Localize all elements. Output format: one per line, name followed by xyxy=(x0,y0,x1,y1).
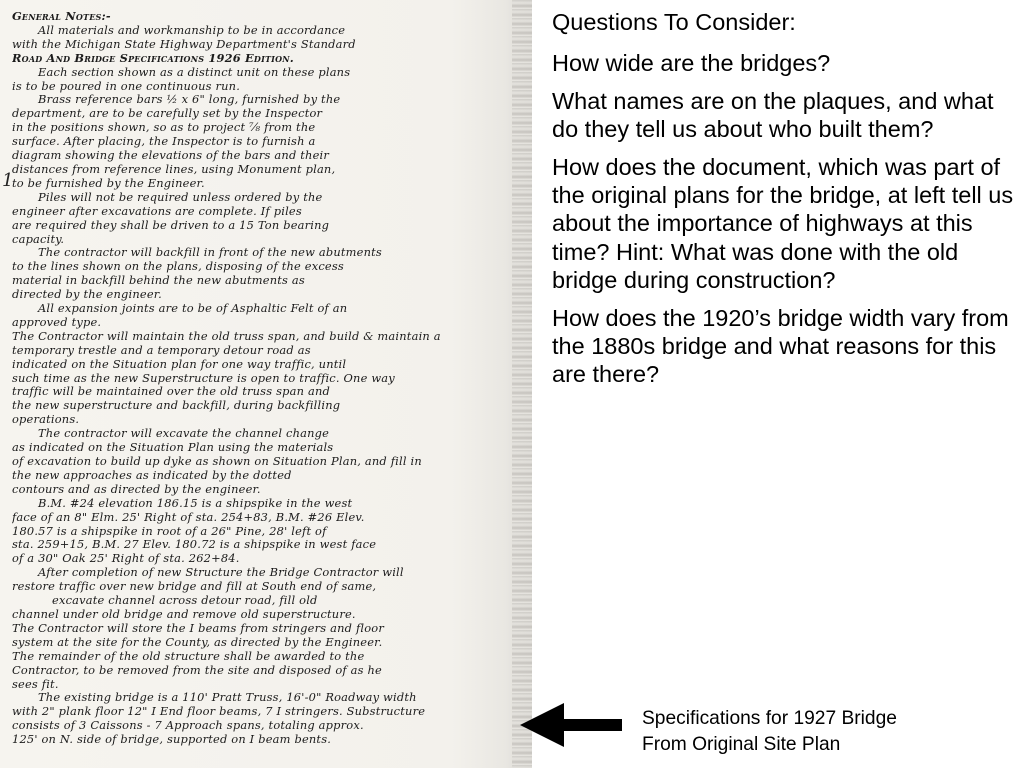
document-line: engineer after excavations are complete. If piles xyxy=(12,204,302,218)
document-line: indicated on the Situation plan for one way traffic, until xyxy=(12,357,347,371)
document-line: Contractor, to be removed from the site and disposed of as he xyxy=(12,663,382,677)
document-line: Brass reference bars ½ x 6" long, furnished by the xyxy=(38,93,341,107)
document-line: of excavation to build up dyke as shown on Situation Plan, and fill in xyxy=(12,455,422,468)
document-line: with 2" plank floor 12" I End floor beams, 7 I stringers. Substructure xyxy=(12,705,426,719)
question-item: What names are on the plaques, and what do they tell us about who built them? xyxy=(552,87,994,143)
document-line: with the Michigan State Highway Department's Standard xyxy=(12,37,356,51)
document-line: in the positions shown, so as to project ⅞ from the xyxy=(12,121,316,135)
questions-panel xyxy=(552,8,1018,398)
document-line: capacity. xyxy=(12,232,65,246)
document-line: traffic will be maintained over the old truss span and xyxy=(12,385,330,399)
document-line: face of an 8" Elm. 25' Right of sta. 254+83, B.M. #26 Elev. xyxy=(12,510,365,524)
caption-line-1: Specifications for 1927 Bridge xyxy=(642,708,897,729)
question-item: How does the document, which was part of the original plans for the bridge, at left tell us about the importance of highways at this time? Hint: What was done with the old bridge during construction? xyxy=(552,153,1014,294)
document-line: sees fit. xyxy=(12,677,59,691)
document-line: The Contractor will maintain the old truss span, and build & maintain a xyxy=(12,329,441,343)
document-line: material in backfill behind the new abutments as xyxy=(12,274,305,288)
document-line: All expansion joints are to be of Asphaltic Felt of an xyxy=(38,302,348,316)
document-line: system at the site for the County, as directed by the Engineer. xyxy=(12,635,383,649)
document-line: B.M. #24 elevation 186.15 is a shipspike in the west xyxy=(38,496,353,510)
caption-line-2: From Original Site Plan xyxy=(642,733,841,755)
document-line: All materials and workmanship to be in accordance xyxy=(38,23,346,37)
document-line: The Contractor will store the I beams from stringers and floor xyxy=(12,621,384,635)
document-line: are required they shall be driven to a 15 Ton bearing xyxy=(12,218,330,232)
document-line: The remainder of the old structure shall be awarded to the xyxy=(12,649,365,663)
document-line: contours and as directed by the engineer. xyxy=(12,482,261,496)
document-line: diagram showing the elevations of the bars and their xyxy=(12,149,330,163)
left-arrow-icon xyxy=(516,700,626,750)
document-line: temporary trestle and a temporary detour road as xyxy=(12,343,311,357)
document-line: General Notes:- xyxy=(12,10,111,23)
document-line: Piles will not be required unless ordered by the xyxy=(38,190,323,204)
document-line: of a 30" Oak 25' Right of sta. 262+84. xyxy=(12,552,240,566)
document-line: the new approaches as indicated by the dotted xyxy=(12,468,292,482)
document-line: excavate channel across detour road, fill old xyxy=(52,594,318,608)
image-caption xyxy=(642,706,1022,757)
document-line: to the lines shown on the plans, disposing of the excess xyxy=(12,260,344,274)
document-line: operations. xyxy=(12,413,80,427)
questions-heading: Questions To Consider: xyxy=(552,9,796,35)
document-line: the new superstructure and backfill, during backfilling xyxy=(12,399,341,413)
document-line: department, are to be carefully set by the Inspector xyxy=(12,107,323,121)
document-line: Each section shown as a distinct unit on these plans xyxy=(38,65,351,79)
document-line: 125' on N. side of bridge, supported on I beam bents. xyxy=(12,733,332,747)
document-line: as indicated on the Situation Plan using the materials xyxy=(12,441,334,455)
document-line: to be furnished by the Engineer. xyxy=(12,176,205,190)
document-line: sta. 259+15, B.M. 27 Elev. 180.72 is a shipspike in west face xyxy=(12,538,377,552)
document-line: Road And Bridge Specifications 1926 Edition. xyxy=(12,51,294,65)
document-line: The existing bridge is a 110' Pratt Truss, 16'-0" Roadway width xyxy=(38,691,417,705)
document-line: 180.57 is a shipspike in root of a 26" Pine, 28' left of xyxy=(12,524,327,538)
document-line: directed by the engineer. xyxy=(12,288,162,302)
document-line: The contractor will backfill in front of the new abutments xyxy=(38,246,382,260)
question-item: How wide are the bridges? xyxy=(552,50,831,77)
document-line: The contractor will excavate the channel change xyxy=(38,427,330,441)
document-line: such time as the new Superstructure is open to traffic. One way xyxy=(12,371,395,385)
document-text xyxy=(12,10,522,747)
question-item: How does the 1920’s bridge width vary from the 1880s bridge and what reasons for this are there? xyxy=(552,304,1009,388)
document-line: approved type. xyxy=(12,315,102,329)
document-line: channel under old bridge and remove old superstructure. xyxy=(12,607,356,621)
document-line: After completion of new Structure the Bridge Contractor will xyxy=(38,566,404,580)
document-line: consists of 3 Caissons - 7 Approach spans, totaling approx. xyxy=(12,719,364,733)
scan-edge xyxy=(512,0,532,768)
document-line: surface. After placing, the Inspector is to furnish a xyxy=(12,135,316,149)
margin-mark: 1 xyxy=(2,170,14,191)
document-line: restore traffic over new bridge and fill at South end of same, xyxy=(12,580,377,594)
document-line: is to be poured in one continuous run. xyxy=(12,79,241,93)
document-line: distances from reference lines, using Monument plan, xyxy=(12,162,336,176)
